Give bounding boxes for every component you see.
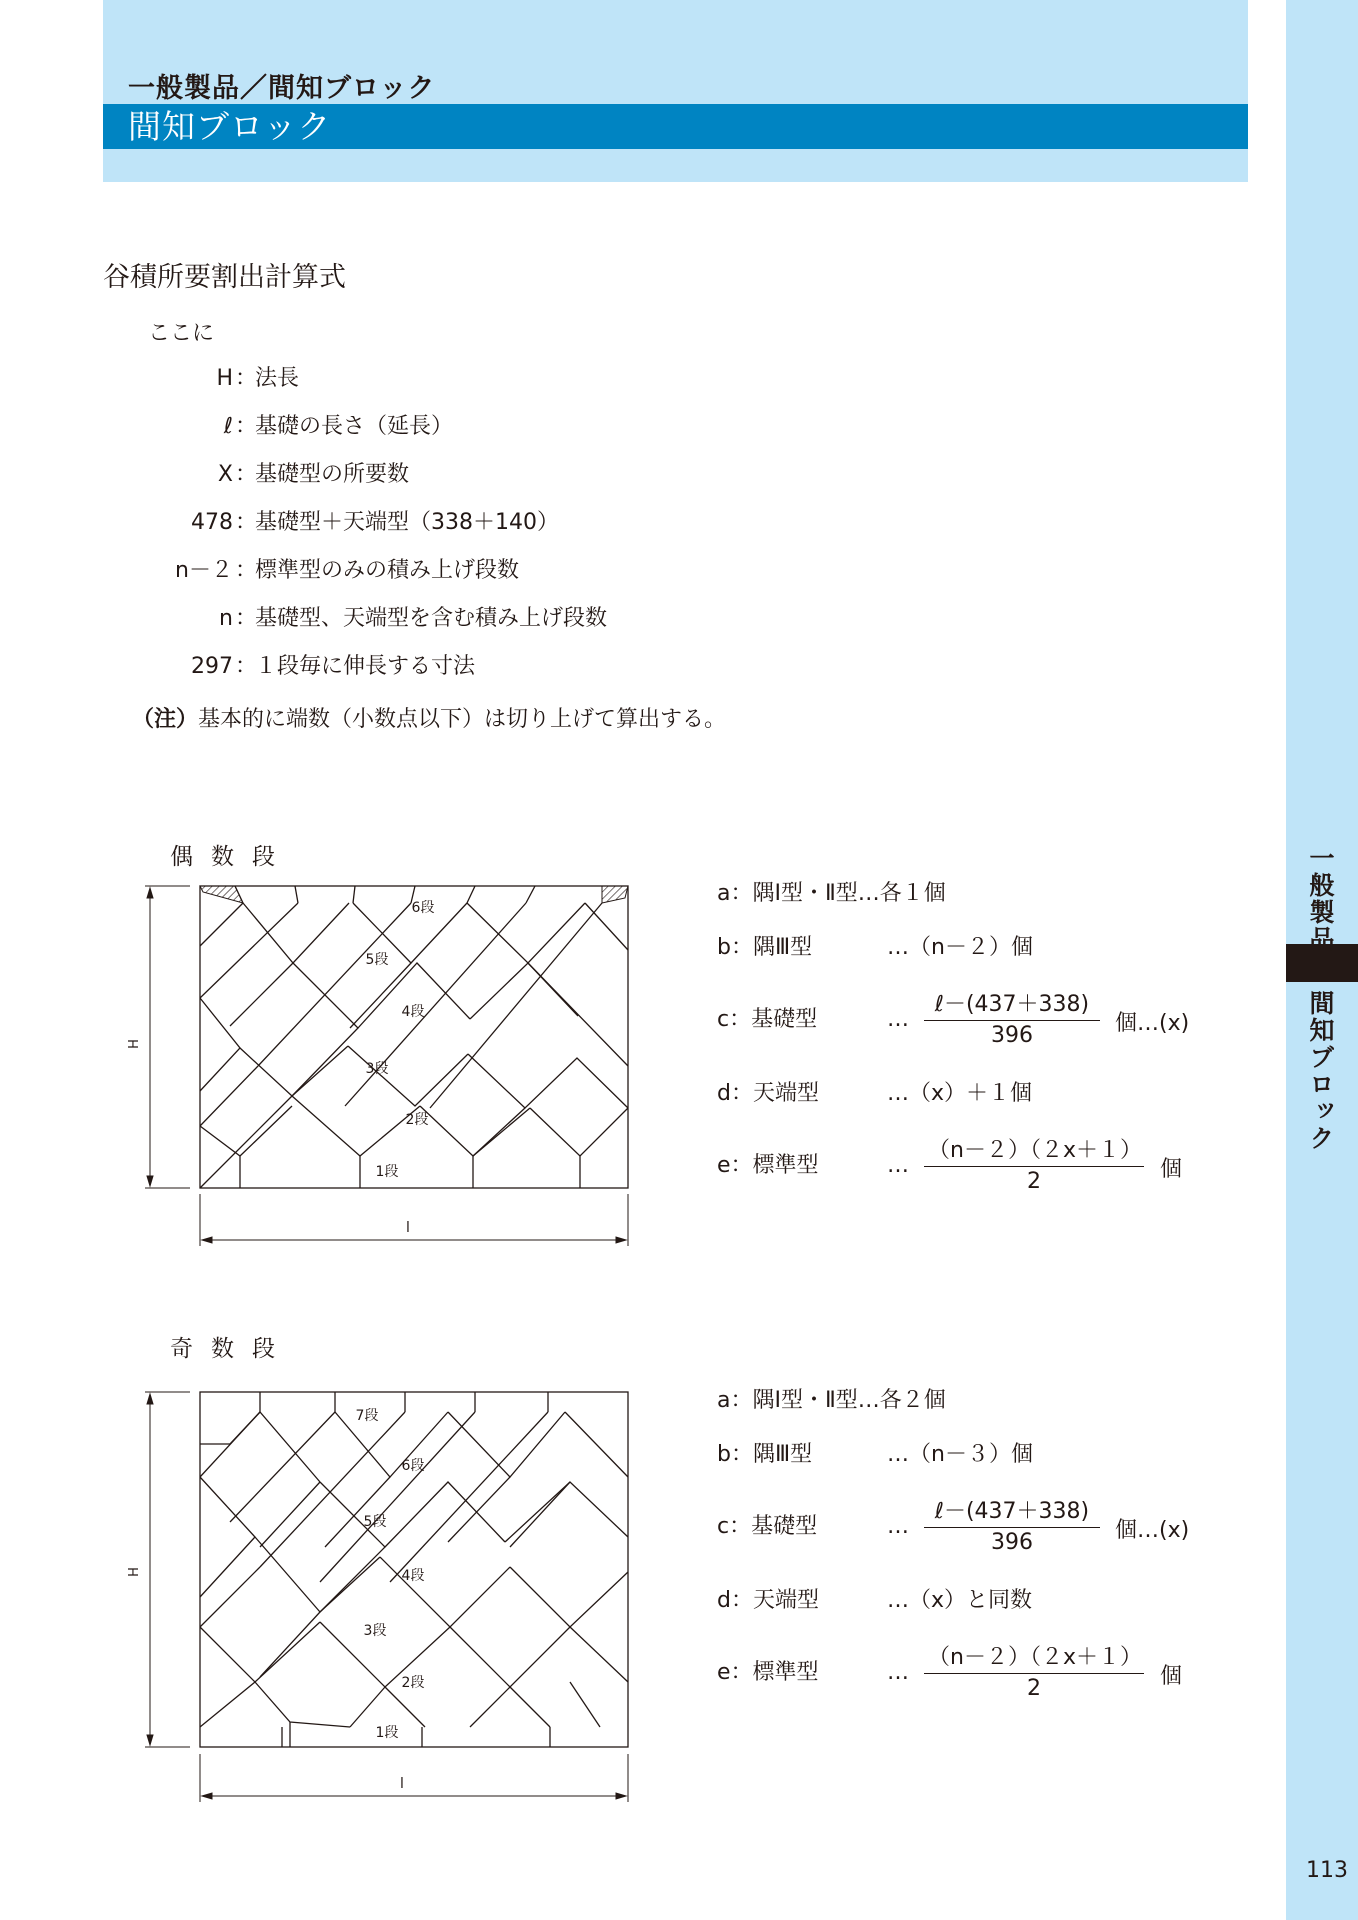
definition-key: 297 bbox=[191, 654, 233, 679]
side-tab-category: 一般製品 bbox=[1306, 845, 1335, 953]
odd-dim-h: H bbox=[127, 1567, 142, 1577]
note-prefix: （注） bbox=[132, 707, 199, 732]
definition-key: n－２ bbox=[175, 558, 233, 583]
odd-row-label: 6段 bbox=[401, 1458, 425, 1474]
definition-value: 基礎型の所要数 bbox=[255, 462, 410, 487]
definition-key: 478 bbox=[191, 510, 233, 535]
odd-eq-c-suffix: 個…(x) bbox=[1115, 1518, 1190, 1543]
fraction-numerator: ℓ－(437＋338) bbox=[924, 990, 1100, 1021]
even-eq-e-fraction bbox=[924, 1136, 1144, 1197]
odd-eq-e-suffix: 個 bbox=[1160, 1664, 1183, 1689]
odd-diagram bbox=[127, 1382, 650, 1802]
even-dim-l: l bbox=[406, 1220, 410, 1236]
definition-value: 基礎型＋天端型（338＋140） bbox=[255, 510, 559, 535]
section-title: 谷積所要割出計算式 bbox=[103, 262, 346, 293]
fraction-denominator: 396 bbox=[991, 1530, 1033, 1555]
even-eq-e-suffix: 個 bbox=[1160, 1157, 1183, 1182]
definition-value: 基礎型、天端型を含む積み上げ段数 bbox=[255, 606, 608, 631]
odd-row-label: 2段 bbox=[401, 1675, 425, 1691]
even-row-label: 4段 bbox=[401, 1004, 425, 1020]
fraction-numerator: （n－２）（２x＋１） bbox=[924, 1643, 1144, 1674]
header-category: 一般製品／間知ブロック bbox=[128, 73, 436, 104]
even-caption: 偶数段 bbox=[170, 844, 293, 870]
intro-text: ここに bbox=[148, 321, 215, 346]
fraction-numerator: ℓ－(437＋338) bbox=[924, 1497, 1100, 1528]
fraction-denominator: 2 bbox=[1027, 1169, 1041, 1194]
odd-row-label: 3段 bbox=[363, 1623, 387, 1639]
page-number: 113 bbox=[1306, 1858, 1348, 1883]
odd-eq-e-fraction bbox=[924, 1643, 1144, 1704]
odd-row-label: 7段 bbox=[355, 1408, 379, 1424]
even-row-label: 3段 bbox=[365, 1061, 389, 1077]
definition-value: 標準型のみの積み上げ段数 bbox=[255, 558, 520, 583]
even-eq-a: a：隅Ⅰ型・Ⅱ型…各１個 bbox=[717, 881, 946, 906]
odd-row-label: 1段 bbox=[375, 1725, 399, 1741]
side-tab-product: 間知ブロック bbox=[1306, 990, 1335, 1152]
even-dim-h: H bbox=[127, 1039, 142, 1049]
definition-key: n bbox=[219, 606, 233, 631]
definition-value: 法長 bbox=[255, 366, 300, 391]
note-text: 基本的に端数（小数点以下）は切り上げて算出する。 bbox=[198, 707, 727, 732]
even-frame bbox=[200, 886, 628, 1188]
even-row-label: 1段 bbox=[375, 1164, 399, 1180]
even-diagram bbox=[127, 876, 650, 1256]
definition-key: X bbox=[217, 462, 233, 487]
definition-value: 基礎の長さ（延長） bbox=[255, 414, 454, 439]
odd-eq-a: a：隅Ⅰ型・Ⅱ型…各２個 bbox=[717, 1388, 946, 1413]
odd-row-label: 4段 bbox=[401, 1568, 425, 1584]
definition-value: １段毎に伸長する寸法 bbox=[255, 654, 476, 679]
odd-eq-c-fraction bbox=[924, 1497, 1100, 1558]
even-eq-c-suffix: 個…(x) bbox=[1115, 1011, 1190, 1036]
even-eq-c-fraction bbox=[924, 990, 1100, 1051]
odd-row-label: 5段 bbox=[363, 1514, 387, 1530]
even-row-label: 5段 bbox=[365, 952, 389, 968]
note bbox=[132, 702, 726, 733]
definition-key: H bbox=[216, 366, 233, 391]
odd-dim-l: l bbox=[400, 1776, 404, 1792]
fraction-numerator: （n－２）（２x＋１） bbox=[924, 1136, 1144, 1167]
even-blocks bbox=[200, 886, 628, 1188]
corner-block-right bbox=[602, 886, 628, 903]
even-row-label: 6段 bbox=[411, 900, 435, 916]
odd-caption: 奇数段 bbox=[170, 1336, 293, 1362]
even-row-label: 2段 bbox=[405, 1112, 429, 1128]
fraction-denominator: 2 bbox=[1027, 1676, 1041, 1701]
fraction-denominator: 396 bbox=[991, 1023, 1033, 1048]
page-title: 間知ブロック bbox=[128, 107, 332, 146]
definition-key: ℓ bbox=[223, 414, 233, 439]
